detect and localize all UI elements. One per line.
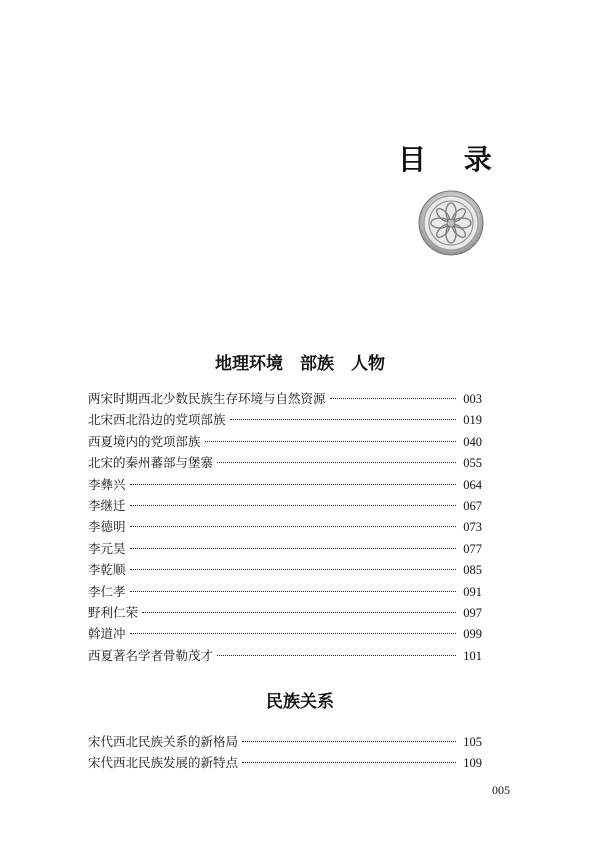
- toc-entry-page: 067: [463, 498, 482, 513]
- dot-leader: [217, 655, 456, 656]
- toc-entry-page: 073: [463, 520, 482, 535]
- toc-entry-page: 019: [463, 413, 482, 428]
- toc-entry[interactable]: [88, 645, 482, 666]
- toc-entry-label: 李仁孝: [88, 583, 126, 599]
- toc-entry-label: 李继迁: [88, 497, 126, 513]
- toc-entry-page: 101: [463, 648, 482, 663]
- dot-leader: [130, 526, 456, 527]
- toc-entry[interactable]: [88, 623, 482, 644]
- toc-entry[interactable]: [88, 474, 482, 495]
- toc-entry[interactable]: [88, 581, 482, 602]
- toc-entry[interactable]: [88, 431, 482, 452]
- toc-entry[interactable]: [88, 559, 482, 580]
- toc-entry-label: 李乾顺: [88, 562, 126, 578]
- toc-entry-label: 西夏著名学者骨勒茂才: [88, 647, 214, 663]
- toc-entry-label: 野利仁荣: [88, 604, 139, 620]
- toc-entry[interactable]: [88, 409, 482, 430]
- toc-entry-label: 宋代西北民族发展的新特点: [88, 755, 239, 771]
- section-title-geography-tribes-people: 地理环境 部族 人物: [215, 354, 385, 374]
- toc-entry-page: 040: [463, 434, 482, 449]
- toc-entry-label: 西夏境内的党项部族: [88, 433, 201, 449]
- toc-entry-page: 091: [463, 584, 482, 599]
- toc-entry[interactable]: [88, 452, 482, 473]
- dot-leader: [130, 548, 456, 549]
- toc-entry-page: 099: [463, 627, 482, 642]
- toc-entry-label: 李德明: [88, 519, 126, 535]
- toc-entry-label: 斡道冲: [88, 626, 126, 642]
- toc-entry-label: 北宋西北沿边的党项部族: [88, 412, 226, 428]
- toc-entry-page: 085: [463, 563, 482, 578]
- dot-leader: [230, 419, 456, 420]
- toc-entry-page: 003: [463, 392, 482, 406]
- toc-entry-label: 宋代西北民族关系的新格局: [88, 734, 239, 749]
- dot-leader: [142, 612, 456, 613]
- toc-entry-page: 097: [463, 605, 482, 620]
- dot-leader: [130, 484, 456, 485]
- toc-entry[interactable]: [88, 538, 482, 559]
- toc-entry-label: 北宋的秦州蕃部与堡寨: [88, 455, 214, 471]
- section-title-ethnic-relations: 民族关系: [266, 692, 334, 712]
- toc-entry-label: 李元昊: [88, 540, 126, 556]
- toc-entry[interactable]: [88, 602, 482, 623]
- toc-entry[interactable]: [88, 731, 482, 752]
- dot-leader: [242, 741, 456, 742]
- dot-leader: [217, 462, 456, 463]
- toc-list-geography-tribes-people: [88, 388, 482, 666]
- dot-leader: [242, 762, 456, 763]
- toc-entry-page: 109: [463, 756, 482, 771]
- toc-entry-page: 077: [463, 541, 482, 556]
- toc-entry[interactable]: [88, 752, 482, 773]
- toc-entry-page: 064: [463, 477, 482, 492]
- dot-leader: [130, 505, 456, 506]
- page-title: 目 录: [398, 143, 506, 176]
- dot-leader: [330, 398, 456, 399]
- toc-entry-page: 055: [463, 456, 482, 471]
- toc-entry-label: 李彝兴: [88, 476, 126, 492]
- dot-leader: [130, 591, 456, 592]
- toc-list-ethnic-relations: [88, 731, 482, 774]
- toc-entry[interactable]: [88, 516, 482, 537]
- dot-leader: [130, 633, 456, 634]
- page-number: 005: [492, 783, 510, 797]
- toc-entry-page: 105: [463, 735, 482, 749]
- dot-leader: [205, 441, 456, 442]
- toc-entry[interactable]: [88, 388, 482, 409]
- ornamental-rosette-icon: [418, 190, 484, 256]
- dot-leader: [130, 569, 456, 570]
- toc-entry-label: 两宋时期西北少数民族生存环境与自然资源: [88, 391, 326, 406]
- toc-entry[interactable]: [88, 495, 482, 516]
